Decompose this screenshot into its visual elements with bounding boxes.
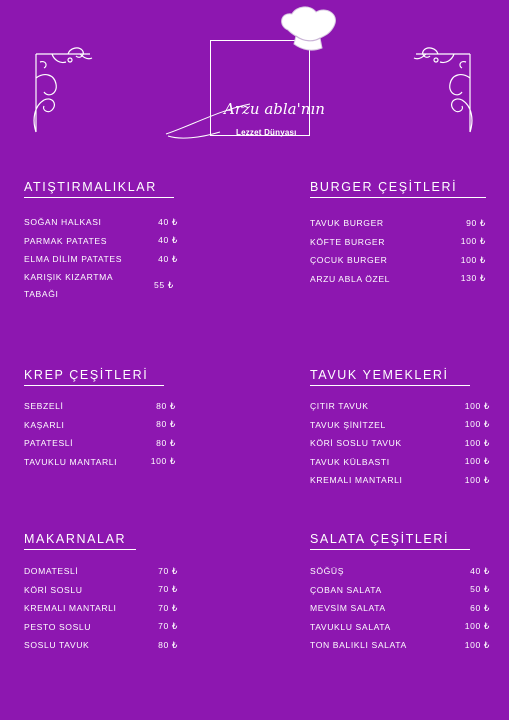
item-name: ARZU ABLA ÖZEL (310, 273, 391, 284)
item-price: 70 ₺ (158, 584, 178, 595)
item-name: PATATESLİ (24, 438, 74, 449)
item-price: 50 ₺ (470, 584, 490, 595)
item-name: KARIŞIK KIZARTMA TABAĞI (24, 271, 113, 299)
item-name: ELMA DİLİM PATATES (24, 254, 123, 265)
item-price: 100 ₺ (460, 236, 486, 247)
section-salata (310, 530, 490, 655)
item-name: DOMATESLİ (24, 566, 79, 577)
menu-item (24, 213, 178, 232)
menu-item (310, 251, 486, 270)
menu-item (310, 599, 490, 618)
menu-item (310, 471, 490, 490)
section-makarna (24, 530, 178, 655)
item-price: 80 ₺ (156, 419, 176, 430)
corner-ornament-right (410, 44, 476, 138)
item-price: 100 ₺ (150, 456, 176, 467)
item-price: 100 ₺ (464, 639, 490, 650)
item-name: TON BALIKLI SALATA (310, 640, 407, 651)
section-title: MAKARNALAR (24, 532, 136, 550)
section-title: SALATA ÇEŞİTLERİ (310, 532, 470, 550)
item-price: 130 ₺ (460, 273, 486, 284)
item-name: SOĞAN HALKASI (24, 217, 102, 228)
section-krep (24, 366, 176, 471)
menu-item (310, 434, 490, 453)
item-price: 100 ₺ (464, 621, 490, 632)
item-price: 40 ₺ (158, 235, 178, 246)
item-price: 60 ₺ (470, 602, 490, 613)
menu-item (310, 270, 486, 289)
item-price: 80 ₺ (156, 437, 176, 448)
item-price: 80 ₺ (156, 400, 176, 411)
menu-item (24, 434, 176, 453)
item-name: ÇITIR TAVUK (310, 401, 369, 412)
section-title: BURGER ÇEŞİTLERİ (310, 180, 486, 198)
item-name: PARMAK PATATES (24, 235, 108, 246)
section-tavuk (310, 366, 490, 490)
menu-item (24, 250, 178, 269)
menu-item (310, 636, 490, 655)
item-name: SÖĞÜŞ (310, 566, 345, 577)
item-name: TAVUK KÜLBASTI (310, 456, 390, 467)
menu-item (310, 581, 490, 600)
chef-hat-icon (274, 4, 344, 54)
item-price: 40 ₺ (158, 216, 178, 227)
item-price: 70 ₺ (158, 602, 178, 613)
item-name: TAVUKLU MANTARLI (24, 456, 118, 467)
item-price: 70 ₺ (158, 565, 178, 576)
item-name: TAVUKLU SALATA (310, 621, 391, 632)
menu-item (310, 618, 490, 637)
section-title: KREP ÇEŞİTLERİ (24, 368, 164, 386)
item-name: TAVUK ŞİNİTZEL (310, 419, 386, 430)
menu-item (24, 599, 178, 618)
item-name: KÖRİ SOSLU (24, 584, 83, 595)
item-price: 100 ₺ (460, 254, 486, 265)
item-price: 80 ₺ (158, 639, 178, 650)
item-price: 90 ₺ (466, 217, 486, 228)
brand-subtitle: Lezzet Dünyası (236, 128, 297, 137)
item-name: KÖRİ SOSLU TAVUK (310, 438, 402, 449)
item-price: 100 ₺ (464, 437, 490, 448)
item-price: 100 ₺ (464, 419, 490, 430)
menu-item (310, 214, 486, 233)
item-price: 55 ₺ (154, 280, 174, 290)
menu-item (24, 636, 178, 655)
menu-item (24, 397, 176, 416)
menu-item (310, 562, 490, 581)
item-name: SEBZELİ (24, 401, 64, 412)
section-atistirmaliklar (24, 178, 178, 303)
section-burger (310, 178, 488, 288)
item-price: 70 ₺ (158, 621, 178, 632)
menu-item (310, 416, 490, 435)
item-name: KAŞARLI (24, 419, 65, 430)
item-name: PESTO SOSLU (24, 621, 92, 632)
item-name: ÇOCUK BURGER (310, 255, 388, 266)
brand-script-name: Arzu abla'nın (224, 100, 325, 118)
item-price: 40 ₺ (158, 253, 178, 264)
corner-ornament-left (30, 44, 96, 138)
item-name: KÖFTE BURGER (310, 236, 386, 247)
menu-item (24, 562, 178, 581)
item-price: 100 ₺ (464, 474, 490, 485)
menu-item (24, 416, 176, 435)
menu-item (310, 397, 490, 416)
item-name: ÇOBAN SALATA (310, 584, 382, 595)
item-name: SOSLU TAVUK (24, 640, 90, 651)
item-price: 100 ₺ (464, 400, 490, 411)
menu-item (24, 581, 178, 600)
item-name: KREMALI MANTARLI (24, 603, 117, 614)
section-title: TAVUK YEMEKLERİ (310, 368, 470, 386)
menu-item (24, 232, 178, 251)
item-name: TAVUK BURGER (310, 218, 384, 229)
item-price: 100 ₺ (464, 456, 490, 467)
menu-item (24, 618, 178, 637)
menu-item (24, 269, 178, 303)
item-name: KREMALI MANTARLI (310, 475, 403, 486)
section-title: ATIŞTIRMALIKLAR (24, 180, 174, 198)
item-price: 40 ₺ (470, 565, 490, 576)
item-name: MEVSİM SALATA (310, 603, 386, 614)
menu-item (24, 453, 176, 472)
menu-item (310, 453, 490, 472)
menu-item (310, 233, 486, 252)
